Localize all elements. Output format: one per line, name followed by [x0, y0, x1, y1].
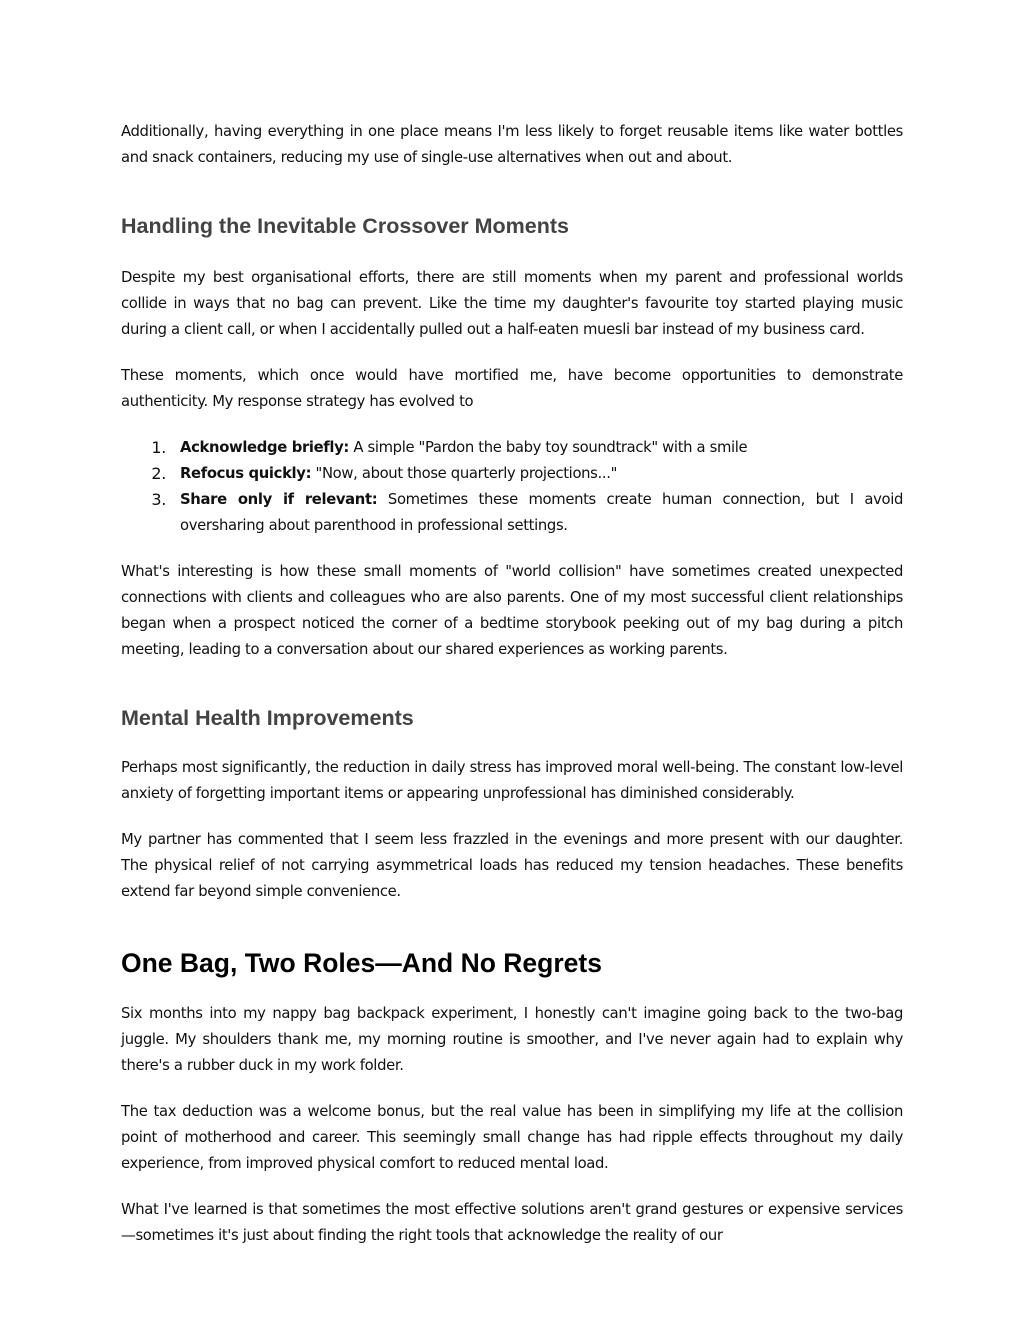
response-strategy-list: [121, 435, 903, 539]
paragraph-world-collision: What's interesting is how these small moments of "world collision" have sometimes created unexpected connections with clients and colleagues who are also parents. One of my most successful client relationships began when a prospect noticed the corner of a bedtime storybook peeking out of my bag during a pitch meeting, leading to a conversation about our shared experiences as working parents.: [121, 563, 903, 658]
paragraph-six-months: Six months into my nappy bag backpack experiment, I honestly can't imagine going back to the two-bag juggle. My shoulders thank me, my morning routine is smoother, and I've never again had to explain why there's a rubber duck in my work folder.: [121, 1005, 903, 1074]
list-item-label: Acknowledge briefly:: [180, 439, 349, 456]
list-item-label: Share only if relevant:: [180, 491, 378, 508]
list-item-text: Sometimes these moments create human connection, but I avoid oversharing about parenthood in professional settings.: [180, 491, 903, 534]
list-item-text: A simple "Pardon the baby toy soundtrack" with a smile: [348, 439, 748, 456]
paragraph-authenticity: These moments, which once would have mortified me, have become opportunities to demonstrate authenticity. My response strategy has evolved to: [121, 367, 903, 410]
list-number: 1.: [151, 438, 166, 457]
list-number: 3.: [151, 490, 166, 509]
chapter-heading-one-bag: One Bag, Two Roles—And No Regrets: [121, 948, 602, 978]
paragraph-partner-comment: My partner has commented that I seem less frazzled in the evenings and more present with our daughter. The physical relief of not carrying asymmetrical loads has reduced my tension headaches. These benefits extend far beyond simple convenience.: [121, 831, 903, 900]
paragraph-stress-reduction: Perhaps most significantly, the reduction in daily stress has improved moral well-being. The constant low-level anxiety of forgetting important items or appearing unprofessional has diminished considerably.: [121, 759, 903, 802]
list-item-text: "Now, about those quarterly projections...": [311, 465, 618, 482]
list-item-body: [180, 461, 903, 487]
list-item-body: [180, 487, 903, 539]
paragraph-lessons-learned: What I've learned is that sometimes the most effective solutions aren't grand gestures or expensive services—sometimes it's just about finding the right tools that acknowledge the reality of our: [121, 1201, 903, 1244]
list-item: [121, 435, 903, 461]
document-page: [121, 119, 903, 1249]
list-item: [121, 487, 903, 539]
section-heading-mental-health: Mental Health Improvements: [121, 706, 414, 730]
list-item-label: Refocus quickly:: [180, 465, 312, 482]
section-heading-crossover: Handling the Inevitable Crossover Moments: [121, 214, 570, 238]
list-number: 2.: [151, 464, 166, 483]
paragraph-tax-deduction: The tax deduction was a welcome bonus, but the real value has been in simplifying my life at the collision point of motherhood and career. This seemingly small change has had ripple effects throughout my daily experience, from improved physical comfort to reduced mental load.: [121, 1103, 903, 1172]
paragraph-worlds-collide: Despite my best organisational efforts, there are still moments when my parent and professional worlds collide in ways that no bag can prevent. Like the time my daughter's favourite toy started playing music during a client call, or when I accidentally pulled out a half-eaten muesli bar instead of my business card.: [121, 269, 903, 338]
paragraph-reusable-items: Additionally, having everything in one place means I'm less likely to forget reusable items like water bottles and snack containers, reducing my use of single-use alternatives when out and about.: [121, 123, 903, 166]
list-item: [121, 461, 903, 487]
list-item-body: [180, 435, 903, 461]
